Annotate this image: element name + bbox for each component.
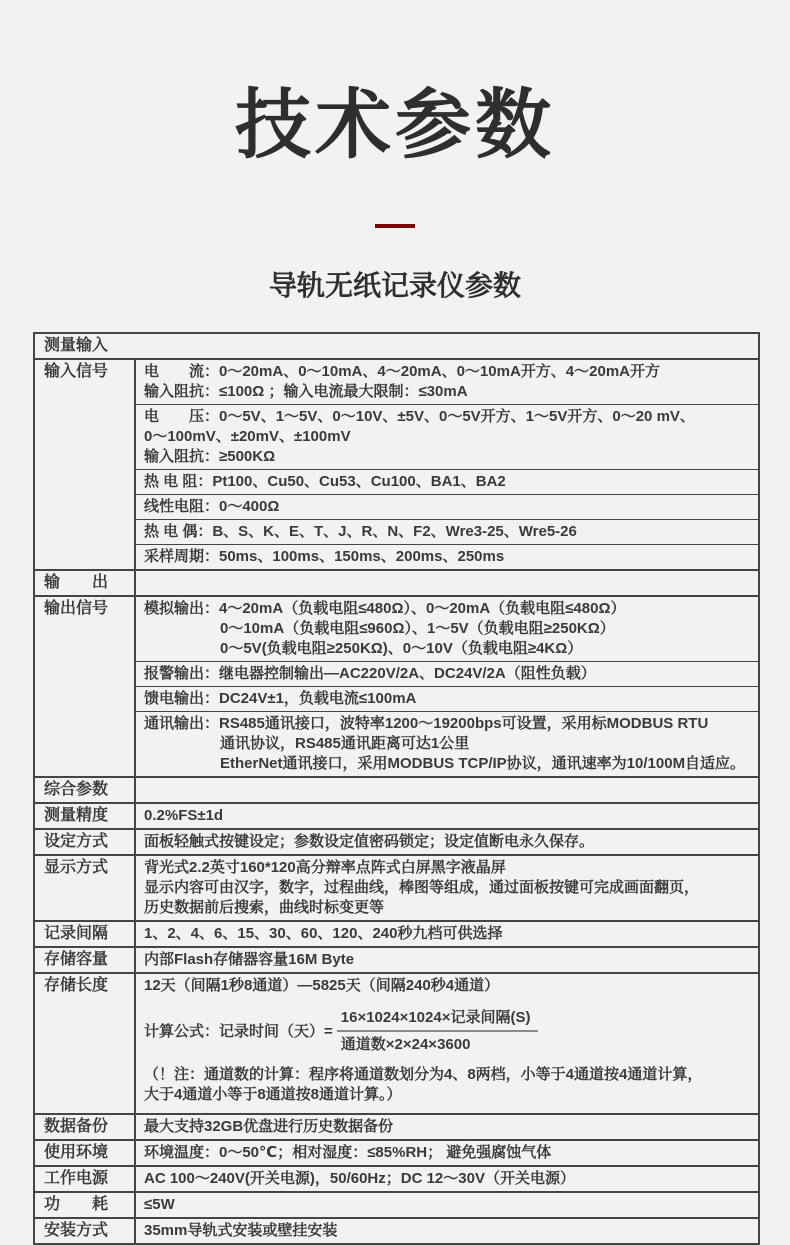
table-row [35,920,758,946]
spec-text-line: 电 流：0～20mA、0～10mA、4～20mA、0～10mA开方、4～20mA开方 [144,363,660,380]
row-label: 输入信号 [44,363,109,380]
spec-text-line: 电 压：0～5V、1～5V、0～10V、±5V、0～5V开方、1～5V开方、0～20 mV、 [144,408,695,425]
row-content [134,948,758,972]
spec-subrow [136,711,758,776]
table-row [35,828,758,854]
spec-text-line: 显示内容可由汉字，数字，过程曲线，棒图等组成，通过面板按键可完成画面翻页， [144,879,700,896]
row-content [134,922,758,946]
record-time-formula [136,1008,758,1055]
spec-text-line: 报警输出：继电器控制输出—AC220V/2A、DC24V/2A（阻性负载） [144,665,596,682]
row-label: 存储容量 [44,951,109,968]
row-label: 功 耗 [44,1196,109,1213]
row-label: 设定方式 [44,833,109,850]
row-label: 测量精度 [44,807,109,824]
spec-text-line: 输入阻抗：≤100Ω ；输入电流最大限制：≤30mA [144,383,468,400]
spec-text-line: ≤5W [144,1196,175,1213]
spec-text-line: 0～10mA（负载电阻≤960Ω）、1～5V（负载电阻≥250KΩ） [220,620,615,637]
row-label: 输 出 [44,574,109,591]
table-row [35,1165,758,1191]
table-row [35,802,758,828]
row-content [134,1193,758,1217]
row-content [134,830,758,854]
spec-text-line: 历史数据前后搜索，曲线时标变更等 [144,899,385,916]
spec-text-line: 1、2、4、6、15、30、60、120、240秒九档可供选择 [144,925,503,942]
table-row [35,1113,758,1139]
row-label: 测量输入 [44,337,109,354]
table-row [35,358,758,569]
accent-dash [375,224,415,228]
row-label: 显示方式 [44,859,109,876]
spec-text-line: 0.2%FS±1d [144,807,224,824]
spec-text-line: 最大支持32GB优盘进行历史数据备份 [144,1118,394,1135]
row-content [134,1219,758,1243]
page-title: 技术参数 [235,83,555,168]
row-label: 输出信号 [44,600,109,617]
spec-text-line: 0～5V(负载电阻≥250KΩ)、0～10V（负载电阻≥4KΩ） [220,640,583,657]
spec-text-line: 通讯协议，RS485通讯距离可达1公里 [220,735,470,752]
table-row [35,1139,758,1165]
fraction-denominator: 通道数×2×24×3600 [340,1036,471,1053]
spec-text-line: 0～100mV、±20mV、±100mV [144,428,351,445]
row-content [134,974,758,1113]
spec-text-line: 背光式2.2英寸160*120高分辩率点阵式白屏黑字液晶屏 [144,859,506,876]
row-label: 数据备份 [44,1118,109,1135]
spec-subrow [136,469,758,494]
spec-text-line: 采样周期：50ms、100ms、150ms、200ms、250ms [144,548,505,565]
row-content [134,1167,758,1191]
spec-subrow [136,494,758,519]
row-content [134,597,758,776]
table-row [35,972,758,1113]
spec-text-line: 馈电输出：DC24V±1，负载电流≤100mA [144,690,417,707]
row-content [134,334,758,358]
spec-subrow [136,404,758,469]
table-row [35,595,758,776]
section-row [35,776,758,802]
formula-prefix: 计算公式：记录时间（天）= [144,1022,333,1040]
spec-text-line: 面板轻触式按键设定；参数设定值密码锁定；设定值断电永久保存。 [144,833,595,850]
row-content [134,804,758,828]
spec-subrow [136,686,758,711]
spec-text-line: 线性电阻：0～400Ω [144,498,280,515]
spec-subrow [136,519,758,544]
spec-subrow [136,661,758,686]
spec-text-line: 35mm导轨式安装或壁挂安装 [144,1222,338,1239]
spec-text-line: 环境温度：0～50℃；相对湿度：≤85%RH； 避免强腐蚀气体 [144,1144,552,1161]
spec-text-line: 热 电 阻：Pt100、Cu50、Cu53、Cu100、BA1、BA2 [144,473,506,490]
table-row [35,1217,758,1243]
section-row [35,334,758,358]
row-label: 记录间隔 [44,925,109,942]
row-content [134,571,758,595]
fraction-numerator: 16×1024×1024×记录间隔(S) [337,1008,539,1032]
row-label: 使用环境 [44,1144,109,1161]
spec-text-line: 热 电 偶：B、S、K、E、T、J、R、N、F2、Wre3-25、Wre5-26 [144,523,577,540]
table-row [35,1191,758,1217]
spec-subrow [136,544,758,569]
row-label: 综合参数 [44,781,109,798]
row-label: 工作电源 [44,1170,109,1187]
storage-note [136,1065,758,1105]
section-row [35,569,758,595]
table-row [35,854,758,920]
spec-text-line: 模拟输出：4～20mA（负载电阻≤480Ω）、0～20mA（负载电阻≤480Ω） [144,600,626,617]
storage-note-line: （！注：通道数的计算：程序将通道数划分为4、8两档，小等于4通道按4通道计算， [144,1066,703,1083]
spec-subrow [136,360,758,404]
table-row [35,946,758,972]
header [0,0,790,302]
row-label: 存储长度 [44,977,109,994]
spec-text-line: 通讯输出：RS485通讯接口，波特率1200～19200bps可设置，采用标MODBUS RTU [144,715,709,732]
spec-text-line: 内部Flash存储器容量16M Byte [144,951,355,968]
storage-range-line: 12天（间隔1秒8通道）—5825天（间隔240秒4通道） [144,977,500,994]
row-content [134,360,758,569]
spec-text-line: 输入阻抗：≥500KΩ [144,448,276,465]
storage-note-line: 大于4通道小等于8通道按8通道计算。） [144,1086,402,1103]
spec-table [33,332,760,1245]
row-content [134,856,758,920]
formula-fraction [337,1008,539,1055]
page-subtitle: 导轨无纸记录仪参数 [268,270,521,301]
spec-text-line: AC 100～240V(开关电源)，50/60Hz；DC 12～30V（开关电源） [144,1170,575,1187]
row-content [134,778,758,802]
spec-text-line: EtherNet通讯接口，采用MODBUS TCP/IP协议，通讯速率为10/100M自适应。 [220,755,746,772]
spec-subrow [136,597,758,661]
row-label: 安装方式 [44,1222,109,1239]
row-content [134,1115,758,1139]
row-content [134,1141,758,1165]
